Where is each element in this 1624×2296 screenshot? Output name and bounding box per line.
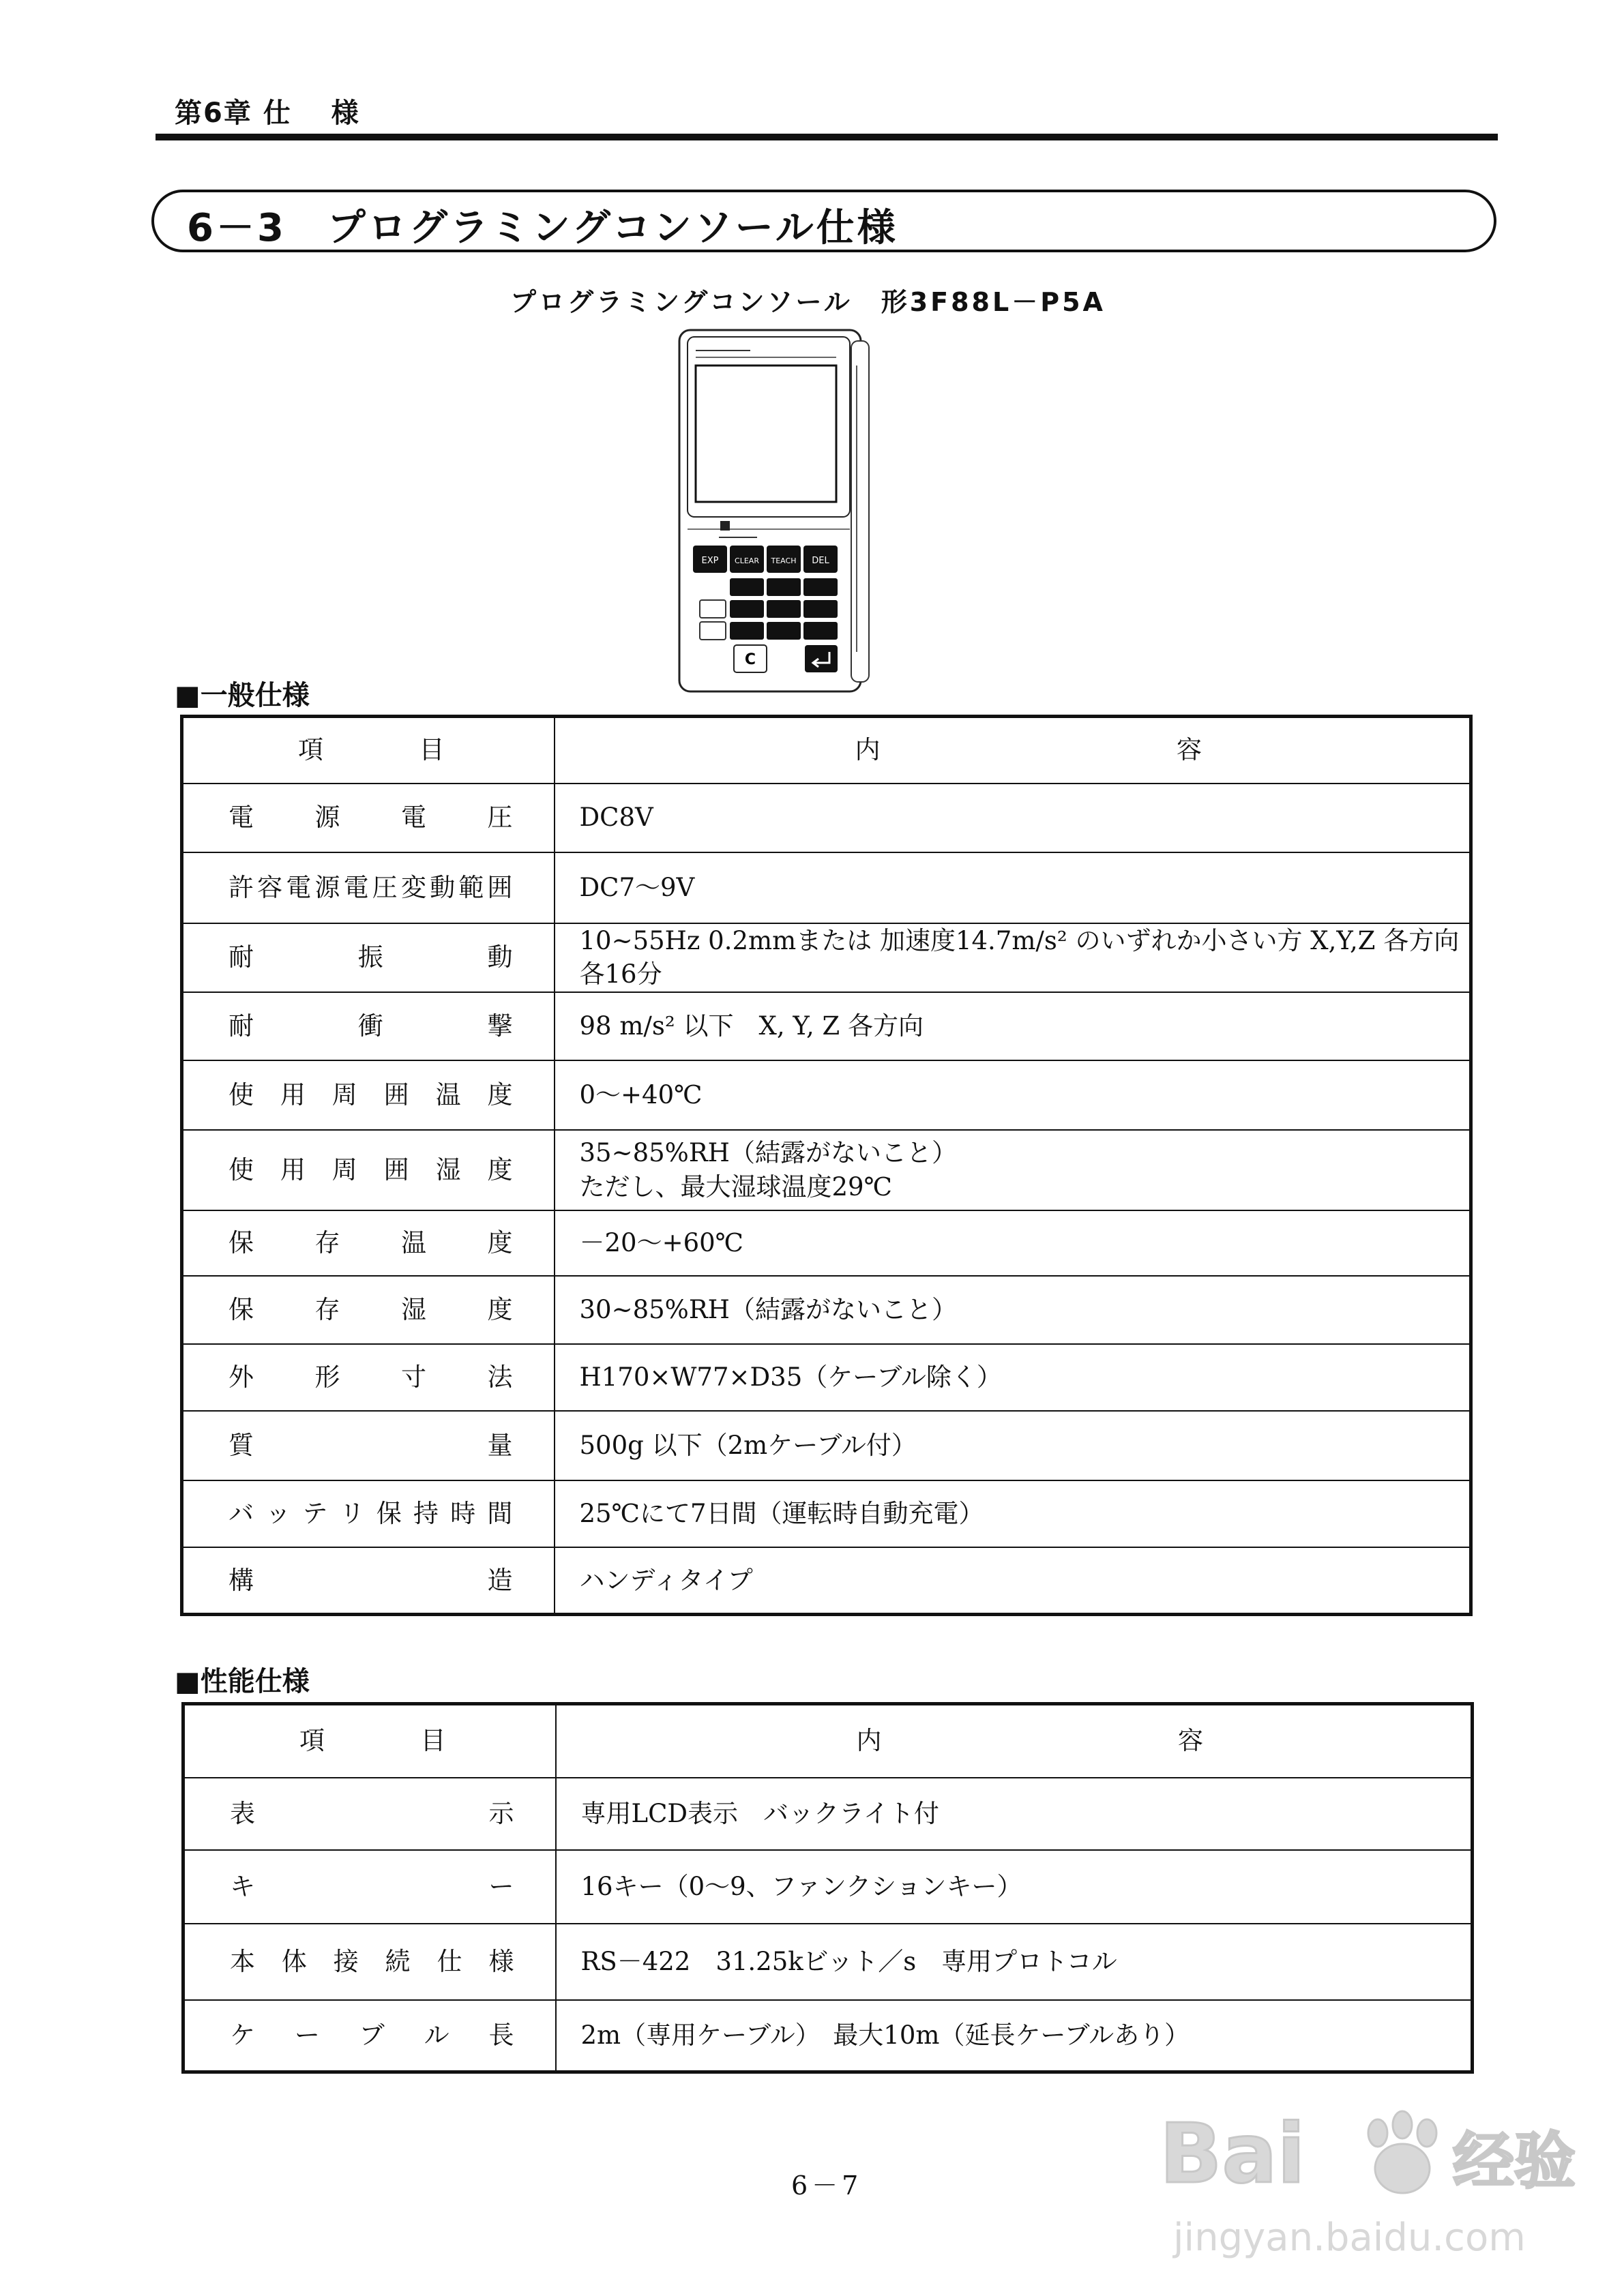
- page-number: 6－7: [791, 2171, 863, 2201]
- spec-item-label: 耐 衝 撃: [228, 1011, 513, 1041]
- spec-item-label: 表 示: [230, 1798, 514, 1828]
- table-row: [182, 1210, 1471, 1276]
- spec-item-label: 許 容 電 源 電 圧 変 動 範 囲: [228, 872, 513, 902]
- spec-value: 25℃にて7日間（運転時自動充電）: [579, 1499, 984, 1529]
- table-row: [183, 1924, 1473, 2000]
- header-item: 項 目: [299, 1726, 446, 1756]
- svg-text:jingyan.baidu.com: jingyan.baidu.com: [1173, 2216, 1526, 2260]
- spec-value: DC7～9V: [579, 872, 695, 902]
- baidu-watermark-logo: [1160, 2087, 1576, 2264]
- general-spec-heading: ■一般仕様: [175, 680, 310, 711]
- spec-item-label: 使 用 周 囲 温 度: [228, 1080, 513, 1110]
- spec-value: 98 m/s² 以下 X, Y, Z 各方向: [579, 1011, 924, 1041]
- svg-text:Bai: Bai: [1160, 2107, 1305, 2202]
- table-header-row: [182, 717, 1471, 784]
- spec-value: DC8V: [579, 803, 653, 833]
- table-row: [182, 1547, 1471, 1614]
- key-clear: CLEAR: [735, 556, 759, 565]
- spec-value: 16キー（0～9、ファンクションキー）: [580, 1871, 1022, 1901]
- spec-value: H170×W77×D35（ケーブル除く）: [579, 1362, 1002, 1392]
- svg-text:经验: 经验: [1453, 2126, 1576, 2197]
- spec-item-label: キ ー: [230, 1871, 514, 1901]
- table-row: [182, 784, 1471, 852]
- spec-value: 30~85%RH（結露がないこと）: [579, 1295, 957, 1325]
- spec-item-label: 構 造: [228, 1565, 513, 1595]
- table-row: [182, 1130, 1471, 1210]
- spec-item-label: 質 量: [228, 1431, 513, 1461]
- table-row: [182, 923, 1471, 993]
- header-content: 内 容: [855, 735, 1202, 765]
- key-exp: EXP: [701, 556, 719, 566]
- spec-value: 0～+40℃: [579, 1080, 703, 1110]
- table-row: [183, 1778, 1473, 1850]
- table-row: [182, 1480, 1471, 1547]
- table-row: [182, 1276, 1471, 1344]
- table-row: [182, 1060, 1471, 1130]
- spec-value-note: ただし、最大湿球温度29℃: [579, 1172, 892, 1202]
- spec-value: 2m（専用ケーブル） 最大10m（延長ケーブルあり）: [580, 2020, 1190, 2050]
- spec-item-label: ケ ー ブ ル 長: [230, 2020, 514, 2050]
- spec-value: 500g 以下（2mケーブル付）: [579, 1431, 917, 1461]
- header-rule: [156, 134, 1498, 140]
- spec-item-label: 電 源 電 圧: [228, 803, 513, 833]
- figure-caption: プログラミングコンソール 形3F88L－P5A: [510, 287, 1106, 317]
- table-row: [183, 2000, 1473, 2072]
- table-row: [182, 852, 1471, 923]
- key-del: DEL: [812, 556, 829, 566]
- table-row: [183, 1850, 1473, 1924]
- table-row: [182, 992, 1471, 1060]
- table-row: [182, 1411, 1471, 1480]
- spec-item-label: 使 用 周 囲 湿 度: [228, 1155, 513, 1185]
- spec-item-label: 耐 振 動: [228, 942, 513, 972]
- spec-item-label: 外 形 寸 法: [228, 1362, 513, 1392]
- table-row: [182, 1344, 1471, 1411]
- programming-console-illustration: [675, 325, 873, 698]
- key-c: C: [744, 651, 756, 668]
- key-teach: TEACH: [771, 556, 797, 565]
- spec-item-label: 保 存 温 度: [228, 1228, 513, 1258]
- spec-value: 専用LCD表示 バックライト付: [580, 1798, 939, 1828]
- table-header-row: [183, 1704, 1473, 1778]
- spec-value: ハンディタイプ: [579, 1565, 753, 1595]
- general-spec-table: [180, 715, 1473, 1616]
- spec-value: －20～+60℃: [579, 1228, 744, 1258]
- spec-item-label: 本 体 接 続 仕 様: [230, 1946, 514, 1976]
- chapter-header: 第6章 仕 様: [175, 98, 360, 129]
- spec-value: RS－422 31.25kビット／s 専用プロトコル: [580, 1946, 1117, 1976]
- performance-spec-heading: ■性能仕様: [175, 1666, 310, 1697]
- spec-value: 10~55Hz 0.2mmまたは 加速度14.7m/s² のいずれか小さい方 X,Y,Z 各方向 各16分: [579, 925, 1460, 989]
- spec-value: 35~85%RH（結露がないこと）: [579, 1138, 957, 1168]
- section-title: 6－3 プログラミングコンソール仕様: [187, 206, 898, 250]
- spec-item-label: 保 存 湿 度: [228, 1295, 513, 1325]
- performance-spec-table: [181, 1702, 1474, 2074]
- header-content: 内 容: [856, 1726, 1203, 1756]
- header-item: 項 目: [298, 735, 445, 765]
- spec-item-label: バ ッ テ リ 保 持 時 間: [228, 1499, 513, 1529]
